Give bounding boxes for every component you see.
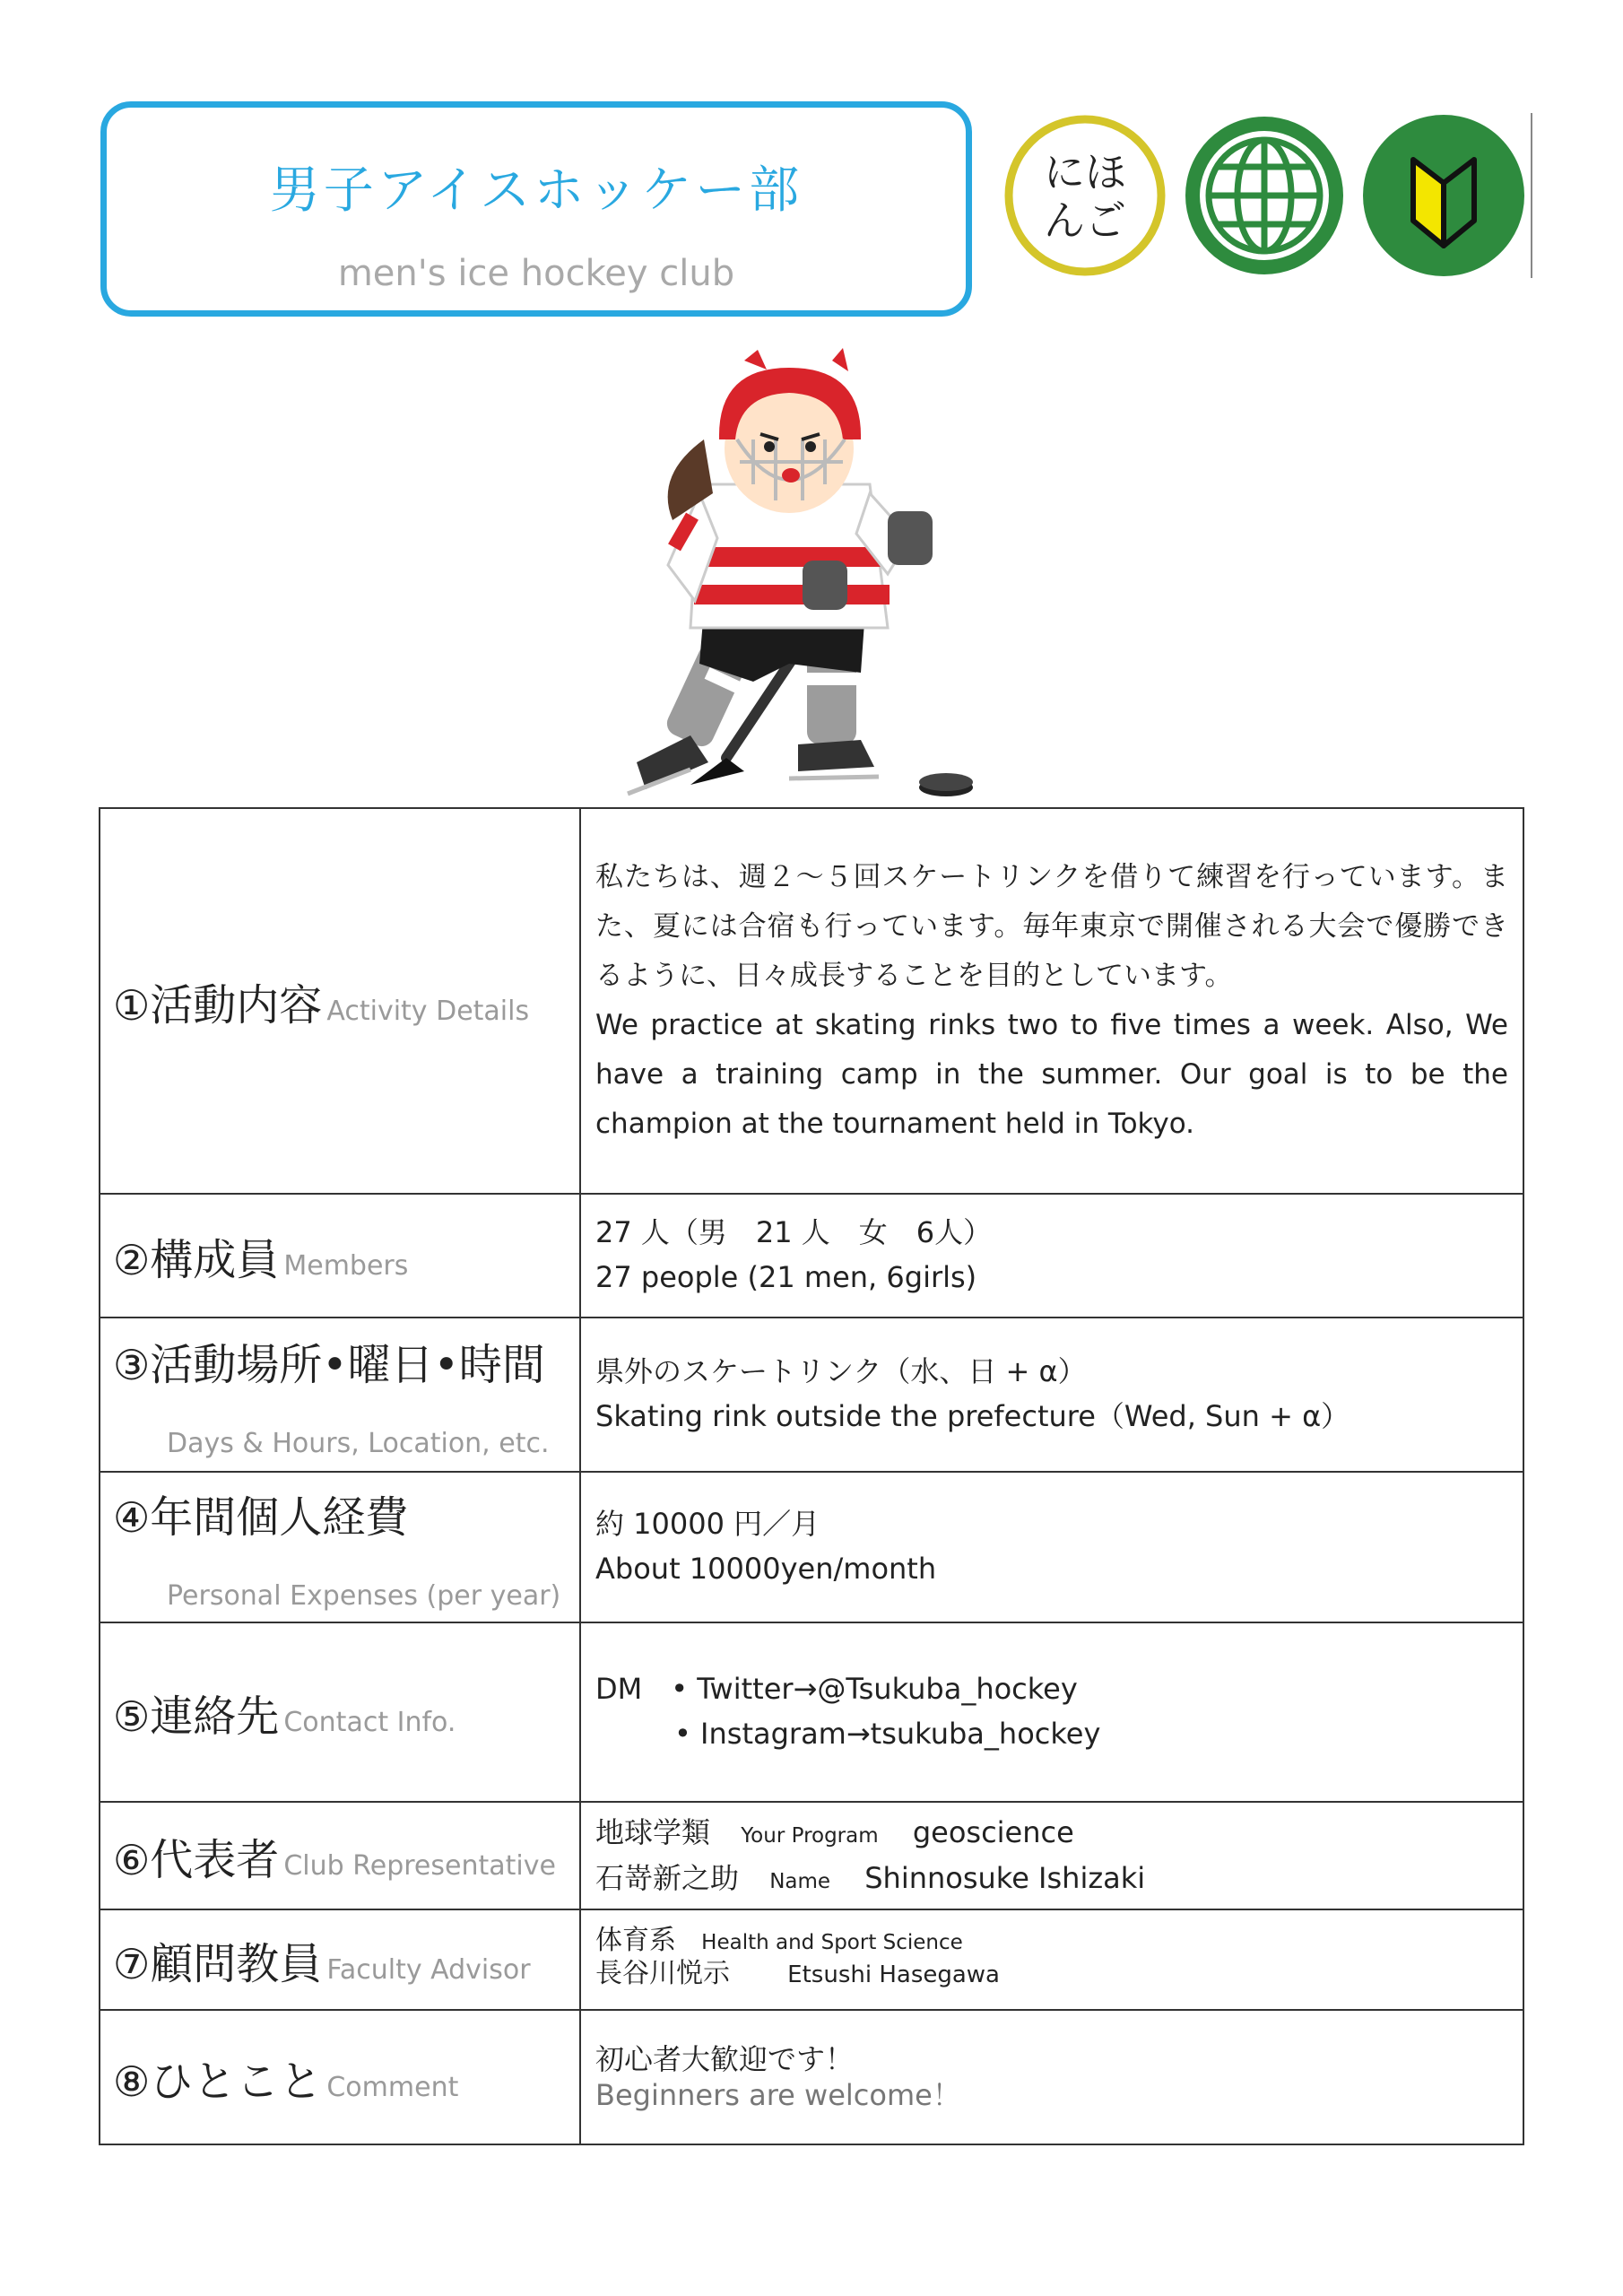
label-contact [100, 1622, 580, 1802]
rep-program-jp: 地球学類 [595, 1815, 711, 1849]
row-label-jp: 活動場所•曜日•時間 [150, 1340, 545, 1390]
beginner-mark-icon [1361, 113, 1526, 278]
row-label-jp: 構成員 [150, 1234, 280, 1285]
rep-name-label: Name [769, 1870, 831, 1894]
expenses-en: About 10000yen/month [595, 1552, 937, 1586]
content-members [580, 1194, 1523, 1318]
club-info-table [99, 807, 1524, 2145]
content-comment [580, 2010, 1523, 2144]
title-box [100, 101, 972, 317]
label-members [100, 1194, 580, 1318]
content-contact [580, 1622, 1523, 1802]
members-en: 27 people (21 men, 6girls) [595, 1260, 977, 1294]
row-label-en: Activity Details [326, 995, 530, 1027]
globe-icon [1182, 113, 1347, 278]
expenses-jp: 約 10000 円／月 [595, 1507, 820, 1542]
rep-name-jp: 石嵜新之助 [595, 1861, 740, 1896]
row-label-jp: 代表者 [150, 1834, 280, 1885]
location-jp: 県外のスケートリンク（水、日 + α） [595, 1354, 1087, 1389]
content-advisor [580, 1909, 1523, 2010]
page-subtitle: men's ice hockey club [337, 253, 735, 294]
label-advisor [100, 1909, 580, 2010]
row-label-en: Faculty Advisor [326, 1953, 531, 1986]
location-en: Skating rink outside the prefecture（Wed, Sun + α） [595, 1399, 1350, 1433]
page-title: 男子アイスホッケー部 [269, 161, 803, 220]
ice-hockey-player-icon [619, 341, 995, 807]
nihongo-badge-line2: んご [1044, 196, 1126, 245]
table-row-location [100, 1318, 1523, 1472]
label-location [100, 1318, 580, 1472]
activity-description-en: We practice at skating rinks two to five times a week. Also, We have a training camp in the summer. Our goal is to be the champion at the tournament held in Tokyo. [595, 1009, 1508, 1140]
table-row-contact [100, 1622, 1523, 1802]
advisor-name-jp: 長谷川悦示 [595, 1958, 730, 1990]
comment-en: Beginners are welcome！ [595, 2078, 961, 2113]
label-activity [100, 808, 580, 1194]
content-location [580, 1318, 1523, 1472]
row-number: ① [113, 980, 151, 1030]
table-row-representative [100, 1802, 1523, 1909]
row-label-en: Club Representative [283, 1849, 556, 1882]
contact-instagram: • Instagram→tsukuba_hockey [674, 1717, 1101, 1751]
advisor-name-en: Etsushi Hasegawa [787, 1961, 1000, 1989]
row-label-jp: 活動内容 [150, 979, 323, 1031]
row-label-jp: ひとこと [150, 2056, 323, 2107]
nihongo-badge [1002, 113, 1167, 278]
row-number: ⑤ [113, 1692, 151, 1741]
content-activity [580, 808, 1523, 1194]
label-representative [100, 1802, 580, 1909]
label-comment [100, 2010, 580, 2144]
members-jp: 27 人（男 21 人 女 6人） [595, 1215, 993, 1250]
row-number: ⑧ [113, 2057, 151, 2106]
row-label-jp: 顧問教員 [150, 1938, 323, 1989]
row-number: ② [113, 1235, 151, 1284]
row-label-jp: 年間個人経費 [150, 1492, 409, 1543]
nihongo-badge-line1: にほ [1044, 148, 1126, 196]
advisor-dept-en: Health and Sport Science [701, 1930, 963, 1954]
table-row-members [100, 1194, 1523, 1318]
contact-twitter: DM • Twitter→@Tsukuba_hockey [595, 1672, 1078, 1707]
advisor-dept-jp: 体育系 [595, 1924, 676, 1956]
row-label-en: Personal Expenses (per year) [167, 1580, 561, 1612]
content-expenses [580, 1472, 1523, 1622]
table-row-comment [100, 2010, 1523, 2144]
row-label-jp: 連絡先 [150, 1691, 280, 1742]
row-number: ④ [113, 1493, 151, 1542]
label-expenses [100, 1472, 580, 1622]
table-row-advisor [100, 1909, 1523, 2010]
row-label-en: Members [283, 1249, 409, 1282]
row-label-en: Days & Hours, Location, etc. [167, 1428, 550, 1459]
rep-program-label: Your Program [741, 1824, 879, 1848]
row-number: ⑥ [113, 1835, 151, 1884]
table-row-expenses [100, 1472, 1523, 1622]
row-number: ⑦ [113, 1939, 151, 1988]
badge-divider [1531, 113, 1532, 278]
rep-name-value: Shinnosuke Ishizaki [864, 1861, 1146, 1896]
row-label-en: Comment [326, 2071, 459, 2103]
table-row-activity [100, 808, 1523, 1194]
activity-description-jp: 私たちは、週２～５回スケートリンクを借りて練習を行っています。また、夏には合宿も行っています。毎年東京で開催される大会で優勝できるように、日々成長することを目的としています。 [595, 861, 1508, 992]
row-number: ③ [113, 1341, 151, 1389]
content-representative [580, 1802, 1523, 1909]
comment-jp: 初心者大歓迎です！ [595, 2042, 855, 2077]
row-label-en: Contact Info. [283, 1706, 456, 1738]
rep-program-value: geoscience [912, 1815, 1074, 1849]
